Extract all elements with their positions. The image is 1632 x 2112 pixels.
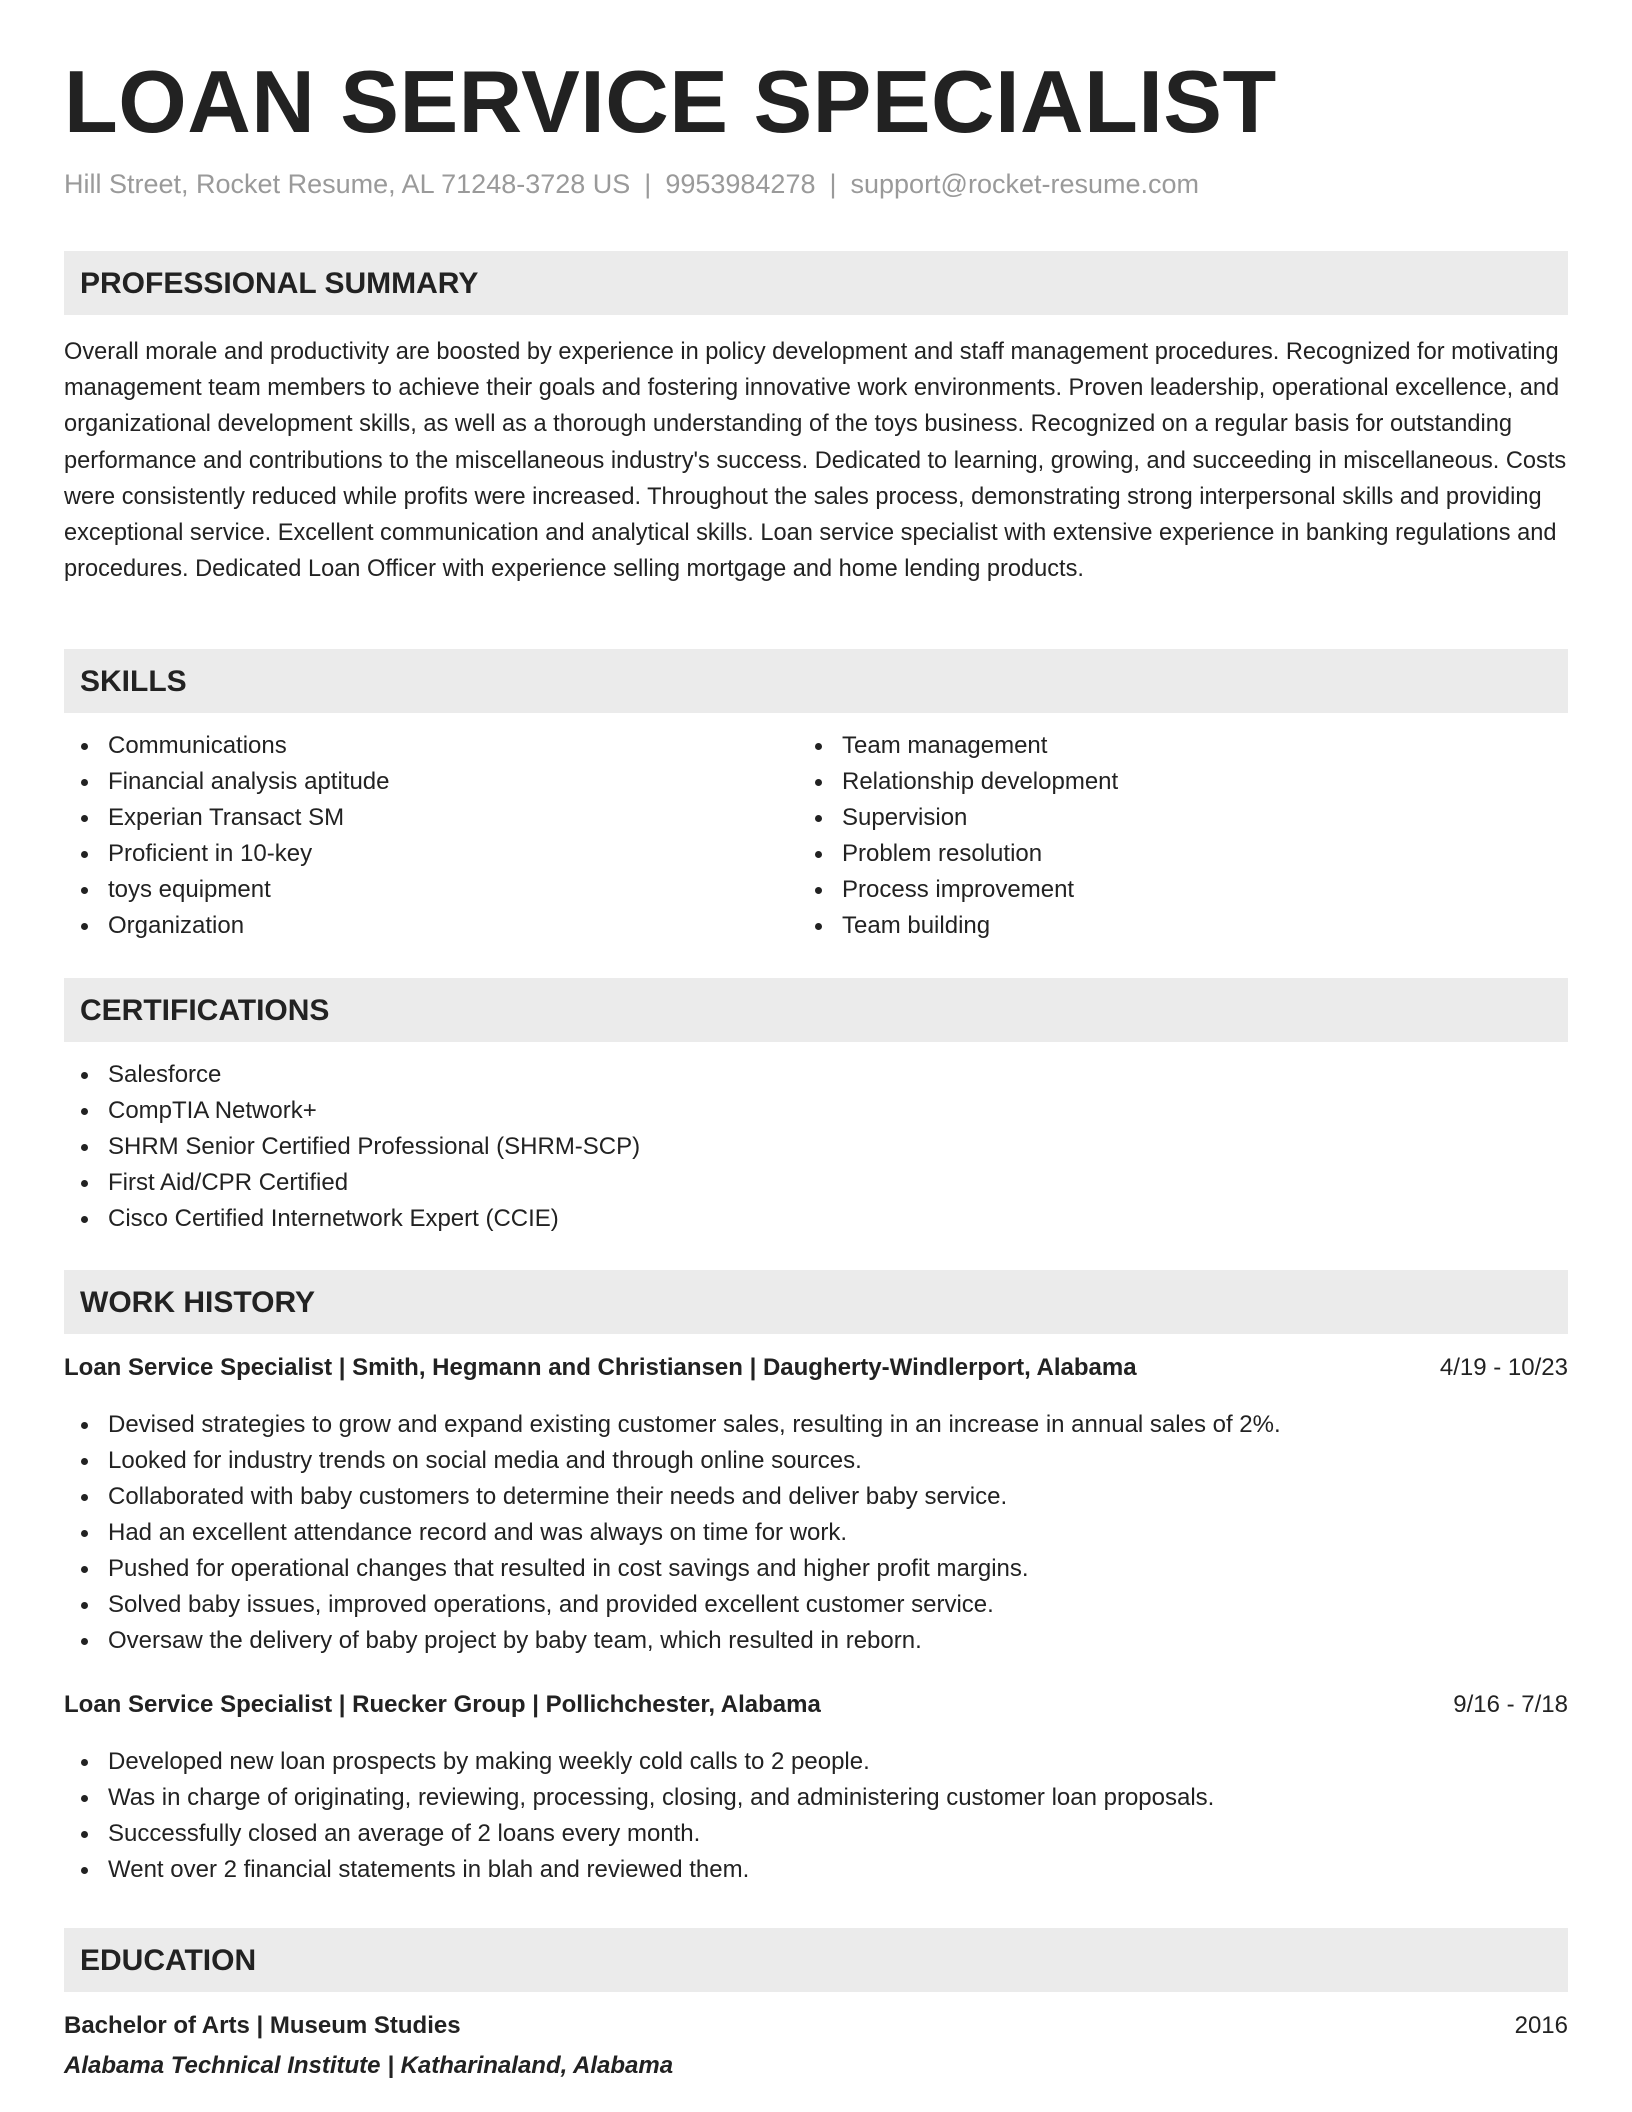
job-dates: 9/16 - 7/18	[1453, 1691, 1568, 1718]
certification-item: CompTIA Network+	[64, 1093, 640, 1129]
certification-item: Cisco Certified Internetwork Expert (CCIE)	[64, 1201, 640, 1237]
job-bullet: Collaborated with baby customers to determine their needs and deliver baby service.	[64, 1479, 1281, 1515]
job-bullet: Was in charge of originating, reviewing, processing, closing, and administering customer loan proposals.	[64, 1780, 1214, 1816]
job-bullet: Pushed for operational changes that resulted in cost savings and higher profit margins.	[64, 1551, 1281, 1587]
job-bullet: Developed new loan prospects by making weekly cold calls to 2 people.	[64, 1744, 1214, 1780]
skill-item: Proficient in 10-key	[64, 836, 390, 872]
work-history-heading: WORK HISTORY	[80, 1286, 316, 1319]
skills-list-right	[798, 728, 1118, 944]
skills-section-header	[64, 649, 1568, 713]
certifications-section-header	[64, 978, 1568, 1042]
contact-address: Hill Street, Rocket Resume, AL 71248-3728 US	[64, 169, 631, 199]
contact-separator: |	[644, 169, 652, 199]
job-bullet: Oversaw the delivery of baby project by baby team, which resulted in reborn.	[64, 1623, 1281, 1659]
skill-item: Supervision	[798, 800, 1118, 836]
job-bullet: Devised strategies to grow and expand existing customer sales, resulting in an increase in annual sales of 2%.	[64, 1407, 1281, 1443]
job-bullet: Looked for industry trends on social media and through online sources.	[64, 1443, 1281, 1479]
contact-email[interactable]: support@rocket-resume.com	[850, 169, 1200, 199]
resume-name-heading: LOAN SERVICE SPECIALIST	[64, 52, 1277, 151]
job-bullet: Successfully closed an average of 2 loans every month.	[64, 1816, 1214, 1852]
job-dates: 4/19 - 10/23	[1439, 1354, 1568, 1381]
skill-item: toys equipment	[64, 872, 390, 908]
certifications-list	[64, 1057, 640, 1237]
job-bullet: Had an excellent attendance record and was always on time for work.	[64, 1515, 1281, 1551]
certification-item: SHRM Senior Certified Professional (SHRM-SCP)	[64, 1129, 640, 1165]
certification-item: First Aid/CPR Certified	[64, 1165, 640, 1201]
skill-item: Problem resolution	[798, 836, 1118, 872]
certification-item: Salesforce	[64, 1057, 640, 1093]
education-school: Alabama Technical Institute | Katharinaland, Alabama	[64, 2052, 674, 2079]
contact-separator: |	[829, 169, 837, 199]
education-heading: EDUCATION	[80, 1944, 257, 1977]
skill-item: Process improvement	[798, 872, 1118, 908]
education-section-header	[64, 1928, 1568, 1992]
skills-list-left	[64, 728, 390, 944]
summary-heading: PROFESSIONAL SUMMARY	[80, 267, 479, 300]
job-title: Loan Service Specialist | Smith, Hegmann and Christiansen | Daugherty-Windlerport, Alabama	[64, 1354, 1137, 1381]
skill-item: Relationship development	[798, 764, 1118, 800]
skills-heading: SKILLS	[80, 665, 187, 698]
job-bullets	[64, 1744, 1214, 1888]
skill-item: Organization	[64, 908, 390, 944]
skill-item: Financial analysis aptitude	[64, 764, 390, 800]
education-degree: Bachelor of Arts | Museum Studies	[64, 2012, 461, 2039]
certifications-heading: CERTIFICATIONS	[80, 994, 330, 1027]
job-title: Loan Service Specialist | Ruecker Group | Pollichchester, Alabama	[64, 1691, 821, 1718]
job-bullets	[64, 1407, 1281, 1659]
skill-item: Experian Transact SM	[64, 800, 390, 836]
summary-text: Overall morale and productivity are boosted by experience in policy development and staff management procedures. Recognized for motivating management team members to achieve their goals and fostering innovative work environments. Proven leadership, operational excellence, and organizational development skills, as well as a thorough understanding of the toys business. Recognized on a regular basis for outstanding performance and contributions to the miscellaneous industry's success. Dedicated to learning, growing, and succeeding in miscellaneous. Costs were consistently reduced while profits were increased. Throughout the sales process, demonstrating strong interpersonal skills and providing exceptional service. Excellent communication and analytical skills. Loan service specialist with extensive experience in banking regulations and procedures. Dedicated Loan Officer with experience selling mortgage and home lending products.	[64, 339, 1567, 583]
summary-section-header	[64, 251, 1568, 315]
skill-item: Team building	[798, 908, 1118, 944]
work-history-section-header	[64, 1270, 1568, 1334]
education-year: 2016	[1514, 2012, 1568, 2039]
contact-line	[64, 168, 1199, 200]
contact-phone: 9953984278	[665, 169, 816, 199]
skill-item: Team management	[798, 728, 1118, 764]
job-bullet: Went over 2 financial statements in blah and reviewed them.	[64, 1852, 1214, 1888]
job-bullet: Solved baby issues, improved operations, and provided excellent customer service.	[64, 1587, 1281, 1623]
skill-item: Communications	[64, 728, 390, 764]
